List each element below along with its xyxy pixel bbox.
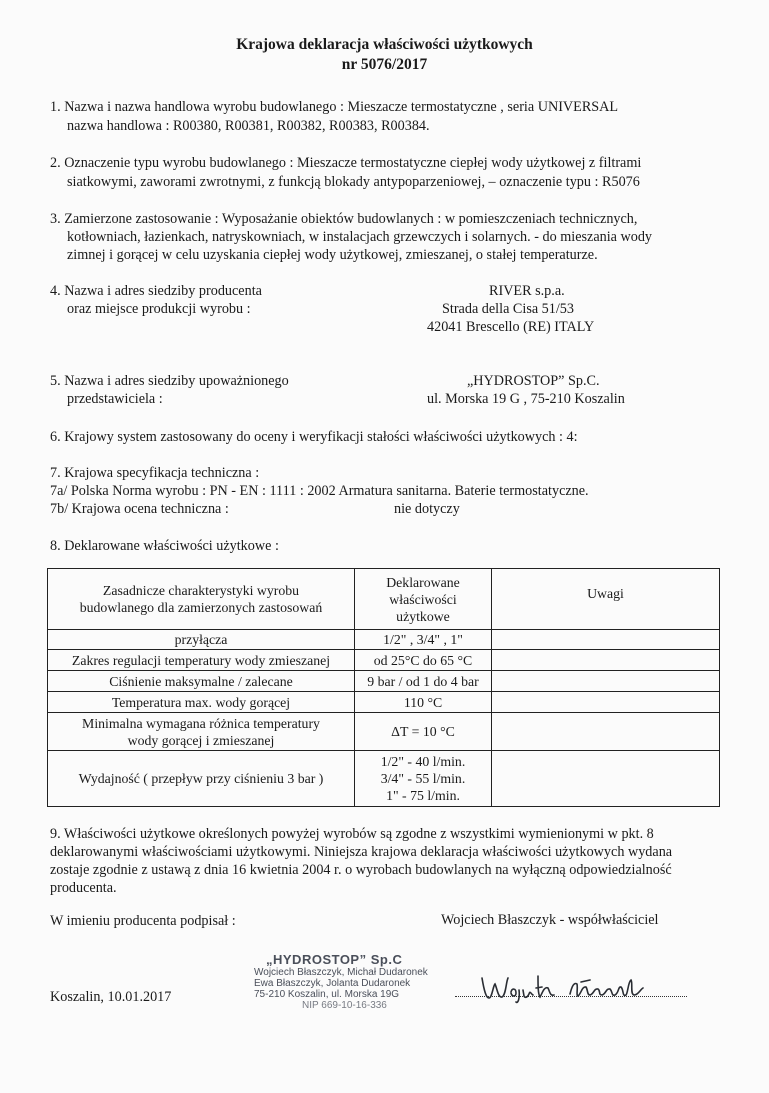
signed-by-label: W imieniu producenta podpisał : <box>50 913 236 929</box>
item-3-line-1: 3. Zamierzone zastosowanie : Wyposażanie obiektów budowlanych : w pomieszczeniach technicznych, <box>50 211 638 227</box>
item-4-label-2: oraz miejsce produkcji wyrobu : <box>67 301 251 317</box>
item-8-heading: 8. Deklarowane właściwości użytkowe : <box>50 538 279 554</box>
item-9-line-4: producenta. <box>50 880 117 896</box>
item-9-line-3: zostaje zgodnie z ustawą z dnia 16 kwietnia 2004 r. o wyrobach budowlanych na wyłączną odpowiedzialność <box>50 862 672 878</box>
table-row: Wydajność ( przepływ przy ciśnieniu 3 bar ) 1/2" - 40 l/min. 3/4" - 55 l/min. 1" - 75 l/min. <box>48 751 720 807</box>
producer-street: Strada della Cisa 51/53 <box>442 301 574 317</box>
item-9-line-1: 9. Właściwości użytkowe określonych powyżej wyrobów są zgodne z wszystkimi wymienionymi w pkt. 8 <box>50 826 654 842</box>
item-1-line-2: nazwa handlowa : R00380, R00381, R00382, R00383, R00384. <box>67 118 430 134</box>
item-5-label-1: 5. Nazwa i adres siedziby upoważnionego <box>50 373 289 389</box>
item-4-label-1: 4. Nazwa i adres siedziby producenta <box>50 283 262 299</box>
item-1-line-1: 1. Nazwa i nazwa handlowa wyrobu budowlanego : Mieszacze termostatyczne , seria UNIVERSAL <box>50 99 619 115</box>
item-7-heading: 7. Krajowa specyfikacja techniczna : <box>50 465 260 481</box>
producer-city: 42041 Brescello (RE) ITALY <box>427 319 595 335</box>
item-3-line-3: zimnej i gorącej w celu uzyskania ciepłej wody użytkowej, zmieszanej, o stałej temperaturze. <box>67 247 598 263</box>
document-number: nr 5076/2017 <box>341 56 428 73</box>
place-and-date: Koszalin, 10.01.2017 <box>50 989 172 1005</box>
table-header-row <box>48 569 720 630</box>
item-2-line-1: 2. Oznaczenie typu wyrobu budowlanego : Mieszacze termostatyczne ciepłej wody użytkowej z filtrami <box>50 155 642 171</box>
item-2-line-2: siatkowymi, zaworami zwrotnymi, z funkcją blokady antypoparzeniowej, – oznaczenie typu : R5076 <box>67 174 640 190</box>
table-row: Minimalna wymagana różnica temperatury wody gorącej i zmieszanej ΔT = 10 °C <box>48 713 720 751</box>
handwritten-signature <box>478 968 688 1008</box>
table-cell: 1/2" - 40 l/min. 3/4" - 55 l/min. 1" - 75 l/min. <box>355 751 492 807</box>
representative-name: „HYDROSTOP” Sp.C. <box>467 373 600 389</box>
representative-address: ul. Morska 19 G , 75-210 Koszalin <box>427 391 625 407</box>
table-row: przyłącza 1/2" , 3/4" , 1" <box>48 630 720 650</box>
document-title: Krajowa deklaracja właściwości użytkowych <box>236 36 533 53</box>
table-cell: Minimalna wymagana różnica temperatury wody gorącej i zmieszanej <box>48 713 355 751</box>
item-9-line-2: deklarowanymi właściwościami użytkowymi. Niniejsza krajowa deklaracja właściwości użytkowych wydana <box>50 844 673 860</box>
header-remarks: Uwagi <box>492 569 720 630</box>
header-characteristics: Zasadnicze charakterystyki wyrobu budowlanego dla zamierzonych zastosowań <box>48 569 355 630</box>
producer-name: RIVER s.p.a. <box>489 283 565 299</box>
item-3-line-2: kotłowniach, łazienkach, natryskowniach, w instalacjach grzewczych i solarnych. - do mieszania wody <box>67 229 653 245</box>
header-declared-properties: Deklarowane właściwości użytkowe <box>355 569 492 630</box>
item-5-label-2: przedstawiciela : <box>67 391 163 407</box>
table-row: Ciśnienie maksymalne / zalecane 9 bar / od 1 do 4 bar <box>48 671 720 692</box>
item-7a: 7a/ Polska Norma wyrobu : PN - EN : 1111 : 2002 Armatura sanitarna. Baterie termostatyczne. <box>50 483 589 499</box>
company-stamp: „HYDROSTOP” Sp.C Wojciech Błaszczyk, Michał Dudaronek Ewa Błaszczyk, Jolanta Dudaronek 75-210 Koszalin, ul. Morska 19G NIP 669-10-16-336 <box>254 952 428 1011</box>
table-row: Zakres regulacji temperatury wody zmieszanej od 25°C do 65 °C <box>48 650 720 671</box>
signer-name: Wojciech Błaszczyk - współwłaściciel <box>441 912 659 928</box>
table-row: Temperatura max. wody gorącej 110 °C <box>48 692 720 713</box>
item-7b-label: 7b/ Krajowa ocena techniczna : <box>50 501 229 517</box>
item-7b-value: nie dotyczy <box>394 501 460 517</box>
item-6: 6. Krajowy system zastosowany do oceny i weryfikacji stałości właściwości użytkowych : 4: <box>50 429 578 445</box>
properties-table <box>47 568 720 807</box>
